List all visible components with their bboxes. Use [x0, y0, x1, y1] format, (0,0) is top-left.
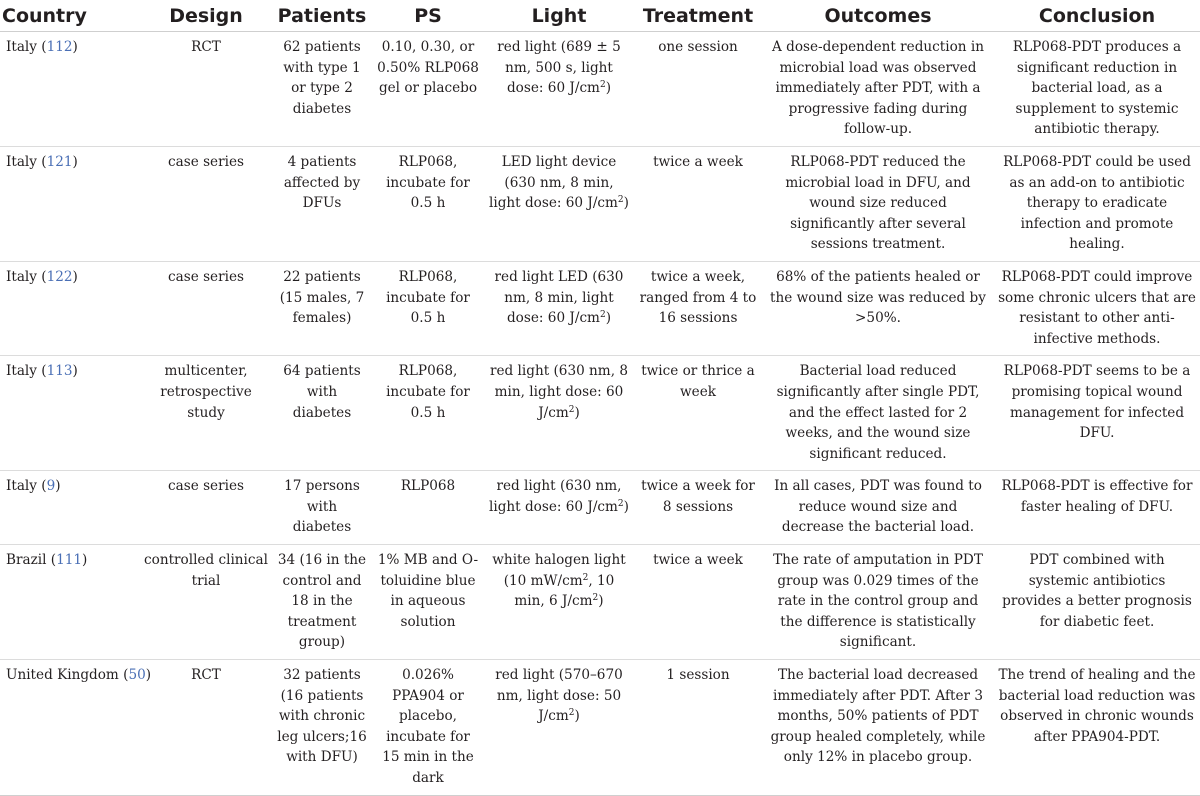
- light-cell: [484, 32, 634, 147]
- light-text: red light LED (630 nm, 8 min, light dose: 60 J/cm: [494, 268, 624, 327]
- light-text: red light (570–670 nm, light dose: 50 J/cm: [495, 667, 623, 725]
- ps-cell: RLP068, incubate for 0.5 h: [372, 146, 484, 261]
- conclusion-cell: RLP068-PDT could be used as an add-on to antibiotic therapy to eradicate infection and promote healing.: [994, 146, 1200, 261]
- light-text: red light (689 ± 5 nm, 500 s, light dose: 60 J/cm: [497, 39, 621, 97]
- outcomes-cell: The bacterial load decreased immediately after PDT. After 3 months, 50% patients of PDT group healed completely, while only 12% in placebo group.: [762, 660, 994, 796]
- ps-cell: RLP068, incubate for 0.5 h: [372, 356, 484, 471]
- conclusion-cell: RLP068-PDT could improve some chronic ulcers that are resistant to other anti-infective methods.: [994, 261, 1200, 355]
- light-text: white halogen light (10 mW/cm: [492, 552, 626, 589]
- header-design: Design: [140, 0, 272, 32]
- ps-cell: 0.026% PPA904 or placebo, incubate for 15 min in the dark: [372, 660, 484, 796]
- light-text: LED light device (630 nm, 8 min, light dose: 60 J/cm: [489, 153, 618, 212]
- ps-cell: RLP068: [372, 471, 484, 545]
- treatment-cell: twice or thrice a week: [634, 356, 762, 471]
- header-row: [0, 0, 1200, 32]
- conclusion-cell: RLP068-PDT is effective for faster healing of DFU.: [994, 471, 1200, 545]
- light-cell: [484, 146, 634, 261]
- light-text: red light (630 nm, light dose: 60 J/cm: [489, 478, 622, 515]
- light-text: red light (630 nm, 8 min, light dose: 60 J/cm: [489, 363, 628, 421]
- outcomes-cell: In all cases, PDT was found to reduce wound size and decrease the bacterial load.: [762, 471, 994, 545]
- outcomes-cell: A dose-dependent reduction in microbial load was observed immediately after PDT, with a progressive fading during follow-up.: [762, 32, 994, 147]
- superscript: 2: [568, 404, 575, 415]
- table-row: [0, 471, 1200, 545]
- patients-cell: 62 patients with type 1 or type 2 diabetes: [272, 32, 372, 147]
- treatment-cell: twice a week, ranged from 4 to 16 sessions: [634, 261, 762, 355]
- light-text-end: ): [574, 708, 580, 725]
- header-country: Country: [0, 0, 140, 32]
- design-cell: RCT: [140, 660, 272, 796]
- superscript: 2: [617, 498, 624, 509]
- superscript: 2: [599, 310, 606, 321]
- table-row: [0, 356, 1200, 471]
- patients-cell: 17 persons with diabetes: [272, 471, 372, 545]
- design-cell: case series: [140, 471, 272, 545]
- conclusion-cell: RLP068-PDT produces a significant reduction in bacterial load, as a supplement to systemic antibiotic therapy.: [994, 32, 1200, 147]
- light-text-end: ): [598, 593, 604, 610]
- patients-cell: 32 patients (16 patients with chronic leg ulcers;16 with DFU): [272, 660, 372, 796]
- header-ps: PS: [372, 0, 484, 32]
- ps-cell: RLP068, incubate for 0.5 h: [372, 261, 484, 355]
- table-header: [0, 0, 1200, 32]
- design-cell: RCT: [140, 32, 272, 147]
- country-name: United Kingdom: [6, 667, 119, 684]
- treatment-cell: twice a week for 8 sessions: [634, 471, 762, 545]
- light-text-mid: , 10 min, 6 J/cm: [514, 572, 615, 610]
- conclusion-cell: The trend of healing and the bacterial load reduction was observed in chronic wounds after PPA904-PDT.: [994, 660, 1200, 796]
- light-text-end: ): [605, 310, 611, 327]
- header-outcomes: Outcomes: [762, 0, 994, 32]
- country-name: Italy: [6, 39, 37, 55]
- table-row: [0, 545, 1200, 660]
- header-treatment: Treatment: [634, 0, 762, 32]
- light-cell: [484, 545, 634, 660]
- superscript: 2: [568, 708, 575, 719]
- outcomes-cell: RLP068-PDT reduced the microbial load in DFU, and wound size reduced significantly after several sessions treatment.: [762, 146, 994, 261]
- table-row: [0, 261, 1200, 355]
- light-cell: [484, 471, 634, 545]
- reference-link[interactable]: 113: [46, 363, 73, 380]
- outcomes-cell: Bacterial load reduced significantly after single PDT, and the effect lasted for 2 weeks, and the wound size significant reduced.: [762, 356, 994, 471]
- treatment-cell: one session: [634, 32, 762, 147]
- reference-link[interactable]: 121: [46, 153, 73, 170]
- light-text-end: ): [623, 498, 629, 515]
- light-cell: [484, 356, 634, 471]
- patients-cell: 22 patients (15 males, 7 females): [272, 261, 372, 355]
- country-cell: Italy (122): [0, 261, 140, 355]
- country-cell: Brazil (111): [0, 545, 140, 660]
- design-cell: multicenter, retrospective study: [140, 356, 272, 471]
- outcomes-cell: 68% of the patients healed or the wound size was reduced by >50%.: [762, 261, 994, 355]
- design-cell: controlled clinical trial: [140, 545, 272, 660]
- country-cell: Italy (113): [0, 356, 140, 471]
- country-cell: Italy (9): [0, 471, 140, 545]
- header-conclusion: Conclusion: [994, 0, 1200, 32]
- outcomes-cell: The rate of amputation in PDT group was 0.029 times of the rate in the control group and the difference is statistically significant.: [762, 545, 994, 660]
- conclusion-cell: PDT combined with systemic antibiotics provides a better prognosis for diabetic feet.: [994, 545, 1200, 660]
- design-cell: case series: [140, 261, 272, 355]
- table-row: [0, 660, 1200, 796]
- design-cell: case series: [140, 146, 272, 261]
- superscript: 2: [599, 80, 606, 91]
- table-row: [0, 32, 1200, 147]
- country-cell: Italy (112): [0, 32, 140, 147]
- header-light: Light: [484, 0, 634, 32]
- country-name: Italy: [6, 153, 37, 170]
- reference-link[interactable]: 9: [46, 478, 56, 495]
- superscript: 2: [617, 195, 624, 206]
- treatment-cell: 1 session: [634, 660, 762, 796]
- country-cell: Italy (121): [0, 146, 140, 261]
- superscript: 2: [592, 593, 599, 604]
- superscript: 2: [582, 572, 589, 583]
- light-text-end: ): [574, 404, 580, 421]
- light-cell: [484, 660, 634, 796]
- light-text-end: ): [605, 80, 611, 97]
- country-name: Brazil: [6, 552, 47, 569]
- country-name: Italy: [6, 478, 37, 495]
- ps-cell: 0.10, 0.30, or 0.50% RLP068 gel or placebo: [372, 32, 484, 147]
- patients-cell: 34 (16 in the control and 18 in the treatment group): [272, 545, 372, 660]
- conclusion-cell: RLP068-PDT seems to be a promising topical wound management for infected DFU.: [994, 356, 1200, 471]
- patients-cell: 4 patients affected by DFUs: [272, 146, 372, 261]
- light-text-end: ): [623, 195, 629, 212]
- reference-link[interactable]: 111: [56, 552, 83, 569]
- treatment-cell: twice a week: [634, 545, 762, 660]
- country-cell: United Kingdom (50): [0, 660, 140, 796]
- country-name: Italy: [6, 363, 37, 380]
- light-cell: [484, 261, 634, 355]
- table-body: [0, 32, 1200, 796]
- patients-cell: 64 patients with diabetes: [272, 356, 372, 471]
- reference-link[interactable]: 50: [128, 667, 146, 684]
- reference-link[interactable]: 112: [46, 39, 73, 55]
- header-patients: Patients: [272, 0, 372, 32]
- table-row: [0, 146, 1200, 261]
- treatment-cell: twice a week: [634, 146, 762, 261]
- reference-link[interactable]: 122: [46, 268, 73, 285]
- country-name: Italy: [6, 268, 37, 285]
- ps-cell: 1% MB and O-toluidine blue in aqueous solution: [372, 545, 484, 660]
